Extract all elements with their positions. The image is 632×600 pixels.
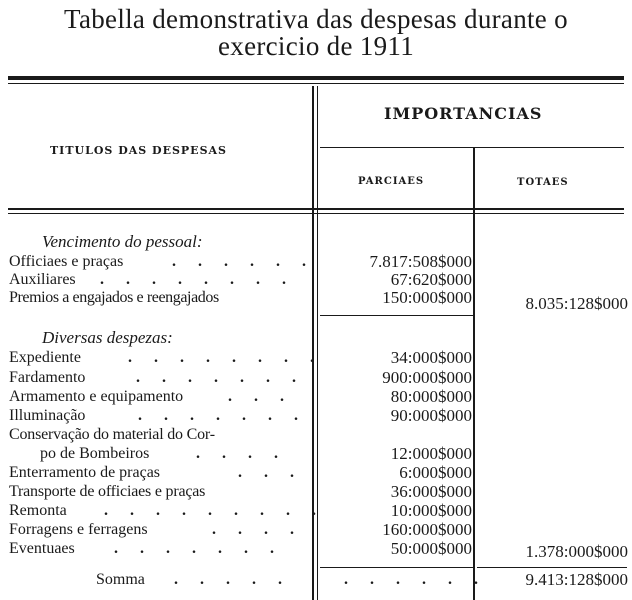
- header-importancias: IMPORTANCIAS: [384, 104, 543, 123]
- leader-dots: . . .: [238, 464, 303, 481]
- parcial-column-dots: . . . . . .: [344, 571, 487, 588]
- subtotal-rule: [320, 315, 473, 316]
- row-parcial: 80:000$000: [390, 387, 472, 406]
- table-row: [0, 465, 632, 483]
- row-label: Auxiliares: [9, 271, 76, 288]
- row-label: Officiaes e praças: [9, 253, 124, 270]
- header-group-rule: [320, 147, 624, 148]
- header-totaes: TOTAES: [517, 177, 569, 188]
- leader-dots: . . . .: [196, 445, 287, 462]
- row-parcial: 160:000$000: [382, 520, 472, 539]
- table-row: [0, 254, 632, 272]
- table-row: [0, 427, 632, 445]
- somma-total: 9.413:128$000: [525, 570, 628, 589]
- row-label: Illuminação: [9, 407, 86, 424]
- row-label: Forragens e ferragens: [9, 521, 148, 538]
- somma-row: [0, 572, 632, 592]
- row-parcial: 90:000$000: [390, 406, 472, 425]
- table-row: [0, 408, 632, 426]
- top-rule-thin: [8, 83, 624, 84]
- table-row: [0, 288, 632, 313]
- table-row: [0, 370, 632, 388]
- row-parcial: 50:000$000: [390, 539, 472, 558]
- somma-rule-total: [477, 567, 627, 568]
- row-parcial: 6:000$000: [399, 463, 472, 482]
- header-titulos: TITULOS DAS DESPESAS: [50, 144, 227, 157]
- row-parcial: 150:000$000: [382, 288, 472, 307]
- leader-dots: . . . . . . . .: [128, 349, 323, 366]
- row-label: Conservação do material do Cor-: [9, 426, 215, 443]
- table-row: [0, 389, 632, 407]
- row-parcial: 67:620$000: [390, 270, 472, 289]
- leader-dots: . . . . . . .: [138, 407, 307, 424]
- table-title-line-1: Tabella demonstrativa das despesas durante o: [64, 4, 568, 34]
- section-heading-pessoal: Vencimento do pessoal:: [42, 232, 203, 251]
- table-row: [0, 541, 632, 559]
- row-parcial: 12:000$000: [390, 444, 472, 463]
- leader-dots: . . . . . . .: [136, 369, 305, 386]
- row-label: Fardamento: [9, 369, 86, 386]
- row-parcial: 900:000$000: [382, 368, 472, 387]
- table-row: [0, 446, 632, 464]
- row-parcial: 7.817:508$000: [369, 252, 472, 271]
- table-row: [0, 522, 632, 540]
- leader-dots: . . . . . . .: [114, 540, 283, 557]
- table-row: [0, 503, 632, 521]
- leader-dots: . . . . . .: [172, 253, 315, 270]
- row-total: 8.035:128$000: [525, 294, 628, 313]
- top-rule-thick: [8, 76, 624, 80]
- leader-dots: . . . . . . . .: [100, 271, 295, 288]
- row-label: po de Bombeiros: [40, 445, 150, 462]
- leader-dots: . . . . . . . . .: [104, 502, 325, 519]
- table-title-line-2: exercicio de 1911: [217, 31, 414, 61]
- leader-dots: . . . . .: [174, 571, 291, 588]
- table-row: [0, 350, 632, 368]
- leader-dots: . . .: [228, 388, 293, 405]
- row-parcial: 36:000$000: [390, 482, 472, 501]
- table-row: [0, 484, 632, 502]
- row-label: Transporte de officiaes e praças: [9, 483, 206, 500]
- header-parciaes: PARCIAES: [358, 176, 425, 187]
- row-label: Armamento e equipamento: [9, 388, 184, 405]
- row-parcial: 34:000$000: [390, 348, 472, 367]
- header-bottom-rule: [8, 208, 624, 210]
- somma-label: Somma: [96, 571, 145, 588]
- header-bottom-rule-2: [8, 213, 624, 214]
- row-parcial: 10:000$000: [390, 501, 472, 520]
- row-label: Premios a engajados e reengajados: [9, 289, 219, 306]
- leader-dots: . . . .: [212, 521, 303, 538]
- row-label: Enterramento de praças: [9, 464, 161, 481]
- row-label: Expediente: [9, 349, 81, 366]
- table-row: [0, 272, 632, 290]
- row-label: Eventuaes: [9, 540, 75, 557]
- row-total: 1.378:000$000: [525, 542, 628, 561]
- section-heading-diversas: Diversas despezas:: [42, 328, 173, 347]
- row-label: Remonta: [9, 502, 67, 519]
- somma-rule-parcial: [320, 567, 473, 568]
